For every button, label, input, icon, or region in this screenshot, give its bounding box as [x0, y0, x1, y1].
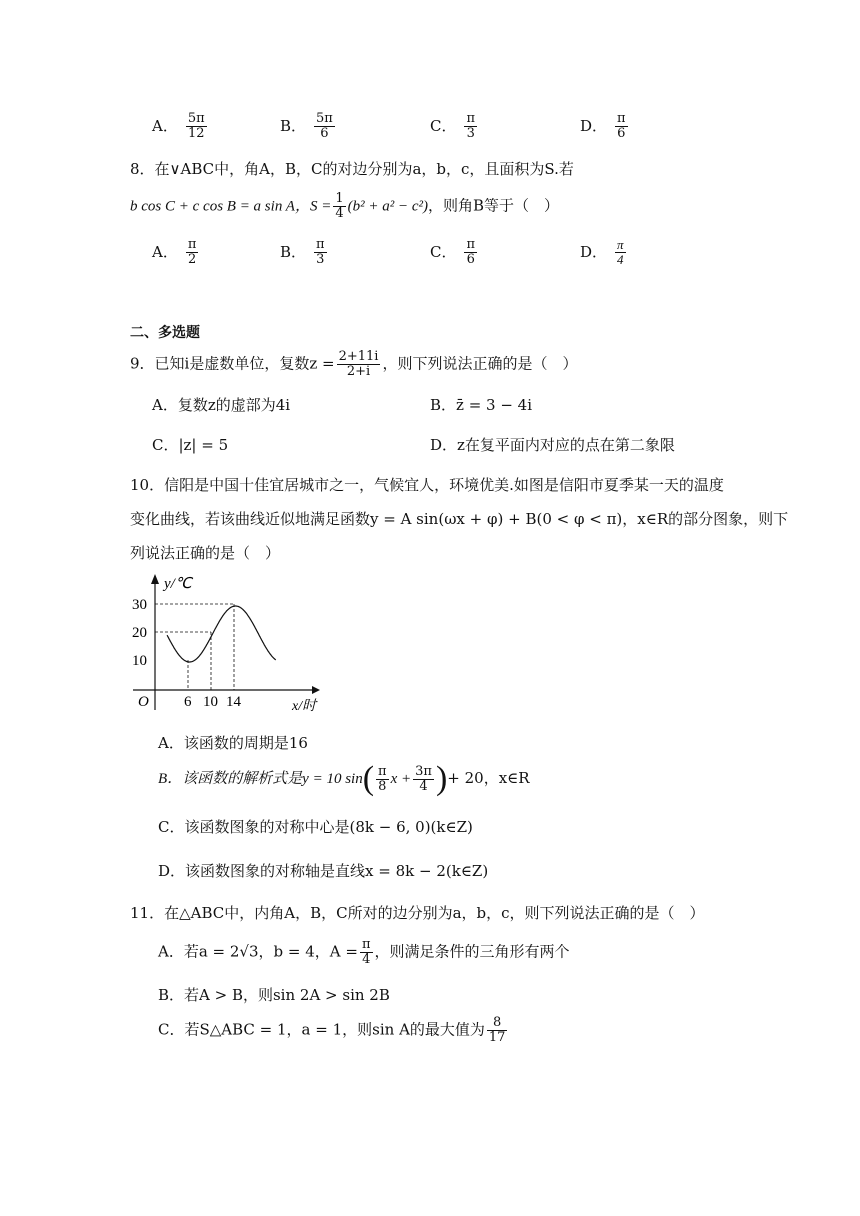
section-heading-multi-choice: 二、多选题 [130, 325, 200, 341]
q9-option-d[interactable]: D．z在复平面内对应的点在第二象限 [430, 436, 675, 454]
origin-label: O [138, 694, 149, 710]
q10-option-d[interactable]: D．该函数图象的对称轴是直线x = 8k − 2(k∈Z) [158, 862, 489, 880]
q10-option-a[interactable]: A．该函数的周期是16 [158, 734, 308, 752]
q8-stem-line2: b cos C + c cos B = a sin A，S = $\frac{1}{4}$ (b² + a² − c²)，则角B等于（ ） [130, 191, 560, 221]
y-tick-10: 10 [132, 653, 147, 669]
q11-option-b[interactable]: B．若A > B，则sin 2A > sin 2B [158, 986, 390, 1004]
q10-stem-line3: 列说法正确的是（ ） [130, 544, 281, 562]
temperature-curve-graph [124, 570, 324, 715]
q9-option-a[interactable]: A．复数z的虚部为4i [152, 396, 291, 414]
q10-option-c[interactable]: C．该函数图象的对称中心是(8k − 6, 0)(k∈Z) [158, 818, 473, 836]
q8-option-a[interactable]: A． $\frac{\pi}{2}$ [152, 237, 197, 267]
q11-option-a[interactable]: A．若a = 2√3，b = 4，A = $\frac{\pi}{4}$ ，则满足条件的三角形有两个 [158, 937, 570, 967]
q7-option-c[interactable]: C． $\frac{\pi}{3}$ [430, 111, 476, 141]
q8-option-d[interactable]: D． $\frac{\pi}{4}$ [580, 237, 624, 267]
q11-stem: 11．在△ABC中，内角A，B，C所对的边分别为a，b，c，则下列说法正确的是（ ） [130, 904, 705, 922]
q9-option-c[interactable]: C．|z| = 5 [152, 436, 229, 454]
q9-option-b[interactable]: B．z̄ = 3 − 4i [430, 396, 533, 414]
x-tick-10: 10 [203, 694, 218, 710]
q11-option-c[interactable]: C．若S△ABC = 1，a = 1，则sin A的最大值为 $\frac{8}{17}$ [158, 1015, 506, 1045]
y-axis-label: y/℃ [164, 576, 192, 592]
y-tick-30: 30 [132, 597, 147, 613]
y-tick-20: 20 [132, 625, 147, 641]
sine-curve [167, 606, 276, 662]
q8-stem-line1: 8．在∨ABC中，角A，B，C的对边分别为a，b，c，且面积为S.若 [130, 160, 574, 178]
q8-option-b[interactable]: B． $\frac{\pi}{3}$ [280, 237, 325, 267]
q8-option-c[interactable]: C． $\frac{\pi}{6}$ [430, 237, 476, 267]
q7-option-b[interactable]: B． $\frac{5\pi}{6}$ [280, 111, 333, 141]
q10-stem-line2: 变化曲线，若该曲线近似地满足函数y = A sin(ωx + φ) + B(0 < φ < π)，x∈R的部分图象，则下 [130, 510, 789, 528]
y-axis-arrow [151, 574, 159, 584]
x-axis-label: x/时 [292, 699, 317, 714]
q7-option-a[interactable]: A． $\frac{5\pi}{12}$ [152, 111, 205, 141]
q9-stem: 9．已知i是虚数单位，复数z = $\frac{2+11i}{2+i}$ ，则下列说法正确的是（ ） [130, 349, 578, 379]
q10-option-b[interactable]: B．该函数的解析式是y = 10 sin( $\frac{\pi}{8}$ x + $\frac{3\pi}{4}$ )+ 20，x∈R [158, 760, 530, 797]
x-tick-6: 6 [184, 694, 192, 710]
q7-option-d[interactable]: D． $\frac{\pi}{6}$ [580, 111, 626, 141]
x-tick-14: 14 [226, 694, 241, 710]
q10-stem-line1: 10．信阳是中国十佳宜居城市之一，气候宜人，环境优美.如图是信阳市夏季某一天的温度 [130, 476, 724, 494]
x-axis-arrow [312, 686, 320, 694]
